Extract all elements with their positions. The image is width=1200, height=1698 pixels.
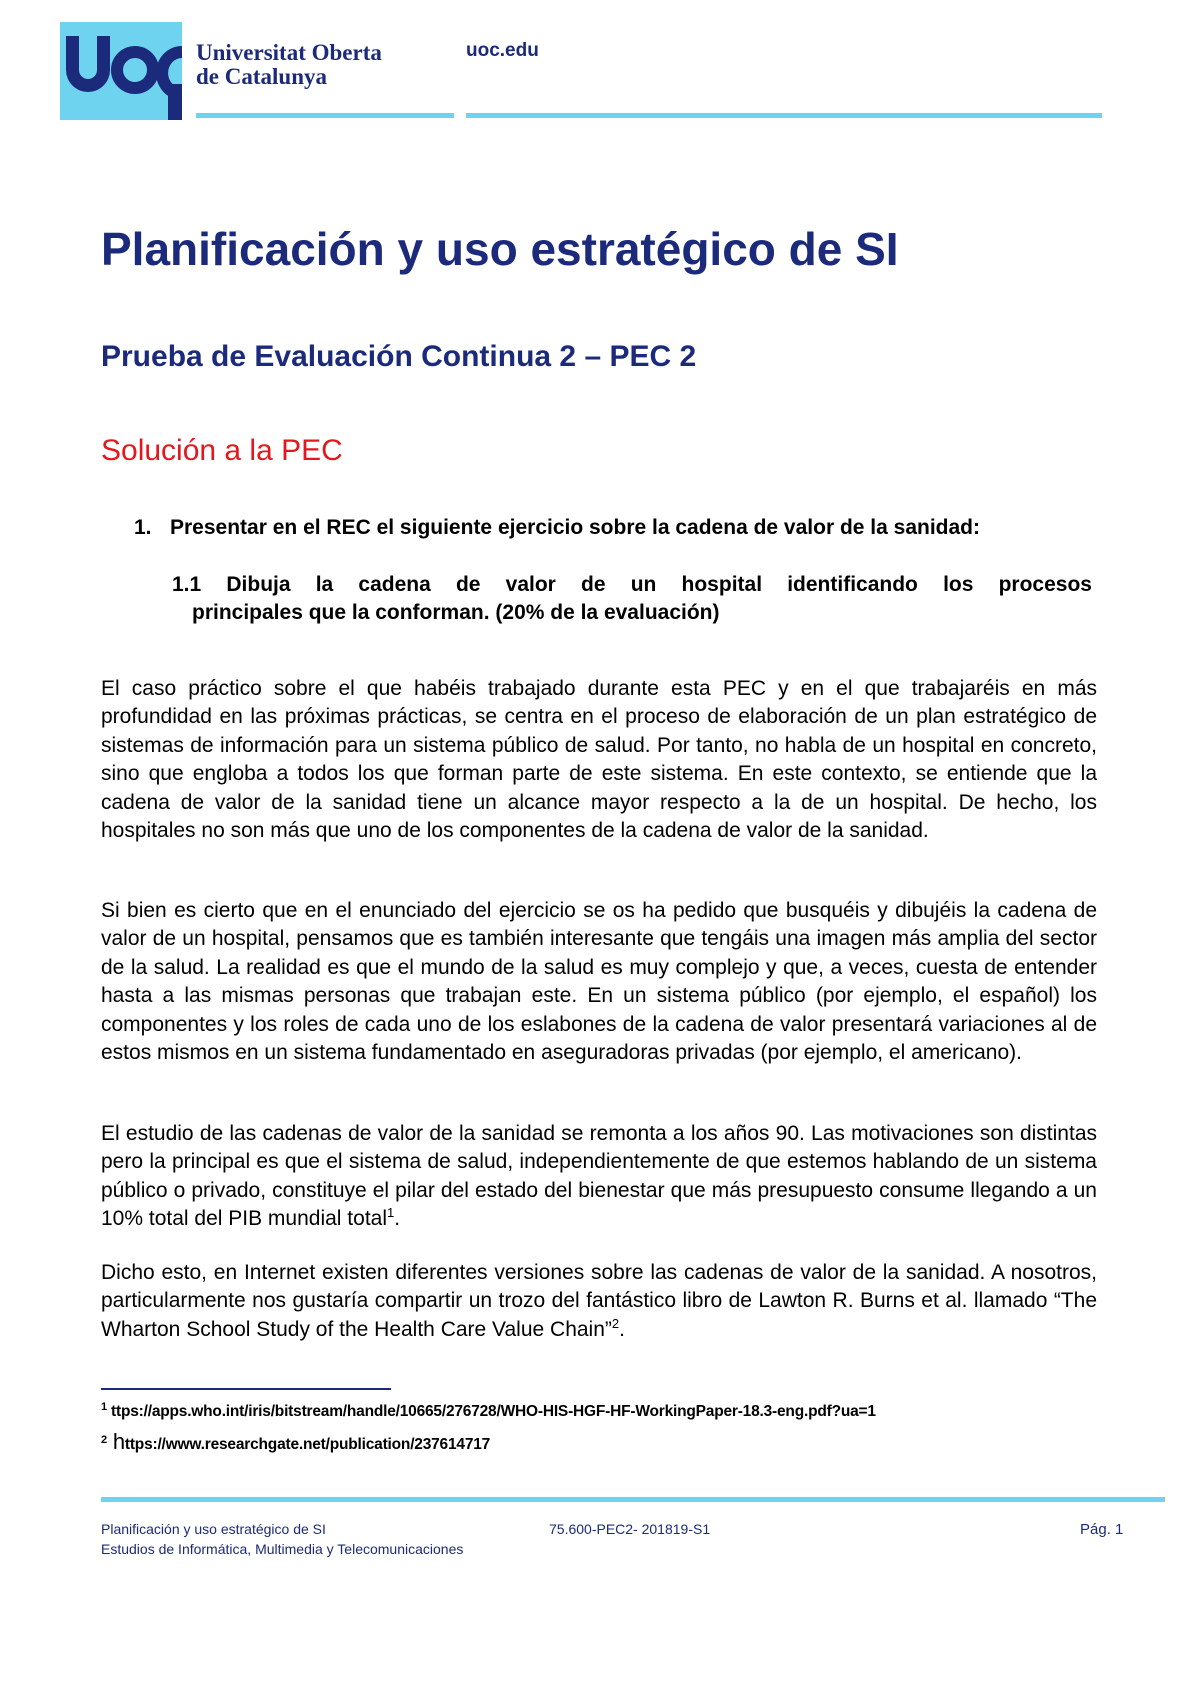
website-label: uoc.edu — [466, 40, 539, 61]
sub-exercise-number: 1.1 — [172, 573, 202, 596]
footer-rule — [101, 1497, 1165, 1502]
sub-exercise-line1 — [172, 571, 1092, 599]
footnote-separator — [101, 1388, 391, 1390]
footnote-ref-2[interactable]: 2 — [611, 1315, 620, 1331]
document-subtitle: Prueba de Evaluación Continua 2 – PEC 2 — [101, 340, 697, 373]
footnote-mark: 1 — [101, 1401, 107, 1413]
paragraph-3 — [101, 1120, 1097, 1234]
footer-studies: Estudios de Informática, Multimedia y Telecomunicaciones — [101, 1541, 464, 1557]
sub-exercise-heading — [172, 571, 1092, 627]
paragraph-3-text: El estudio de las cadenas de valor de la sanidad se remonta a los años 90. Las motivaciones son distintas pero la principal es que el sistema de salud, independientemente de que estemos hablando de un sistema público o privado, constituye el pilar del estado del bienestar que más presupuesto consume llegando a un 10% total del PIB mundial total — [101, 1122, 1097, 1231]
university-name-line2: de Catalunya — [196, 64, 327, 89]
word: de — [581, 573, 606, 596]
word: valor — [505, 573, 556, 596]
footnote-link[interactable]: ttps://apps.who.int/iris/bitstream/handle/10665/276728/WHO-HIS-HGF-HF-WorkingPaper-18.3-eng.pdf?ua=1 — [106, 1403, 876, 1421]
footnote-ref-1[interactable]: 1 — [387, 1205, 395, 1221]
footnote-link[interactable]: ttps://www.researchgate.net/publication/237614717 — [124, 1436, 491, 1453]
header-rule-right — [466, 113, 1102, 118]
paragraph-2: Si bien es cierto que en el enunciado del ejercicio se os ha pedido que busquéis y dibujéis la cadena de valor de un hospital, pensamos que es también interesante que tengáis una imagen más amplia del sector de la salud. La realidad es que el mundo de la salud es muy complejo y que, a veces, cuesta de entender hasta a las mismas personas que trabajan este. En un sistema público (por ejemplo, el español) los componentes y los roles de cada uno de los eslabones de la cadena de valor presentará variaciones al de estos mismos en un sistema fundamentado en aseguradoras privadas (por ejemplo, el americano). — [101, 899, 1097, 1065]
paragraph-1: El caso práctico sobre el que habéis trabajado durante esta PEC y en el que trabajaréis en más profundidad en las próximas prácticas, se centra en el proceso de elaboración de un plan estratégico de sistemas de información para un sistema público de salud. Por tanto, no habla de un hospital en concreto, sino que engloba a todos los que forman parte de este sistema. En este contexto, se entiende que la cadena de valor de la sanidad tiene un alcance mayor respecto a la de un hospital. De hecho, los hospitales no son más que uno de los componentes de la cadena de valor de la sanidad. — [101, 677, 1097, 843]
university-name-line1: Universitat Oberta — [196, 40, 382, 65]
section-heading: Solución a la PEC — [101, 434, 343, 467]
footnote-prefix: h — [106, 1429, 125, 1454]
uoc-logo — [60, 22, 182, 120]
footer-course: Planificación y uso estratégico de SI — [101, 1521, 326, 1537]
footnote-2 — [101, 1429, 490, 1455]
paragraph-4 — [101, 1259, 1097, 1344]
exercise-text: Presentar en el REC el siguiente ejercicio sobre la cadena de valor de la sanidad: — [170, 516, 980, 539]
uoc-logo-mark — [60, 22, 182, 120]
exercise-heading — [134, 516, 980, 540]
document-title: Planificación y uso estratégico de SI — [101, 223, 899, 275]
footnote-mark: 2 — [101, 1433, 107, 1446]
word: hospital — [681, 573, 763, 596]
paragraph-4-end: . — [619, 1317, 625, 1341]
word: los — [943, 573, 974, 596]
word: Dibuja — [226, 573, 291, 596]
word: la — [315, 573, 334, 596]
sub-exercise-line2: principales que la conforman. (20% de la evaluación) — [192, 601, 720, 624]
word: procesos — [998, 573, 1092, 596]
paragraph-3-end: . — [394, 1207, 401, 1231]
header-rule-left — [196, 113, 454, 118]
page-number: Pág. 1 — [1080, 1521, 1124, 1538]
word: identificando — [787, 573, 918, 596]
word: de — [455, 573, 481, 596]
paragraph-4-text: Dicho esto, en Internet existen diferentes versiones sobre las cadenas de valor de la sanidad. A nosotros, particularmente nos gustaría compartir un trozo del fantástico libro de Lawton R. Burns et al. llamado “The Wharton School Study of the Health Care Value Chain” — [101, 1261, 1097, 1341]
word: un — [630, 573, 657, 596]
exercise-number: 1. — [134, 516, 152, 539]
word: cadena — [358, 573, 431, 596]
footer-code: 75.600-PEC2- 201819-S1 — [549, 1521, 711, 1537]
footnote-1 — [101, 1401, 876, 1421]
